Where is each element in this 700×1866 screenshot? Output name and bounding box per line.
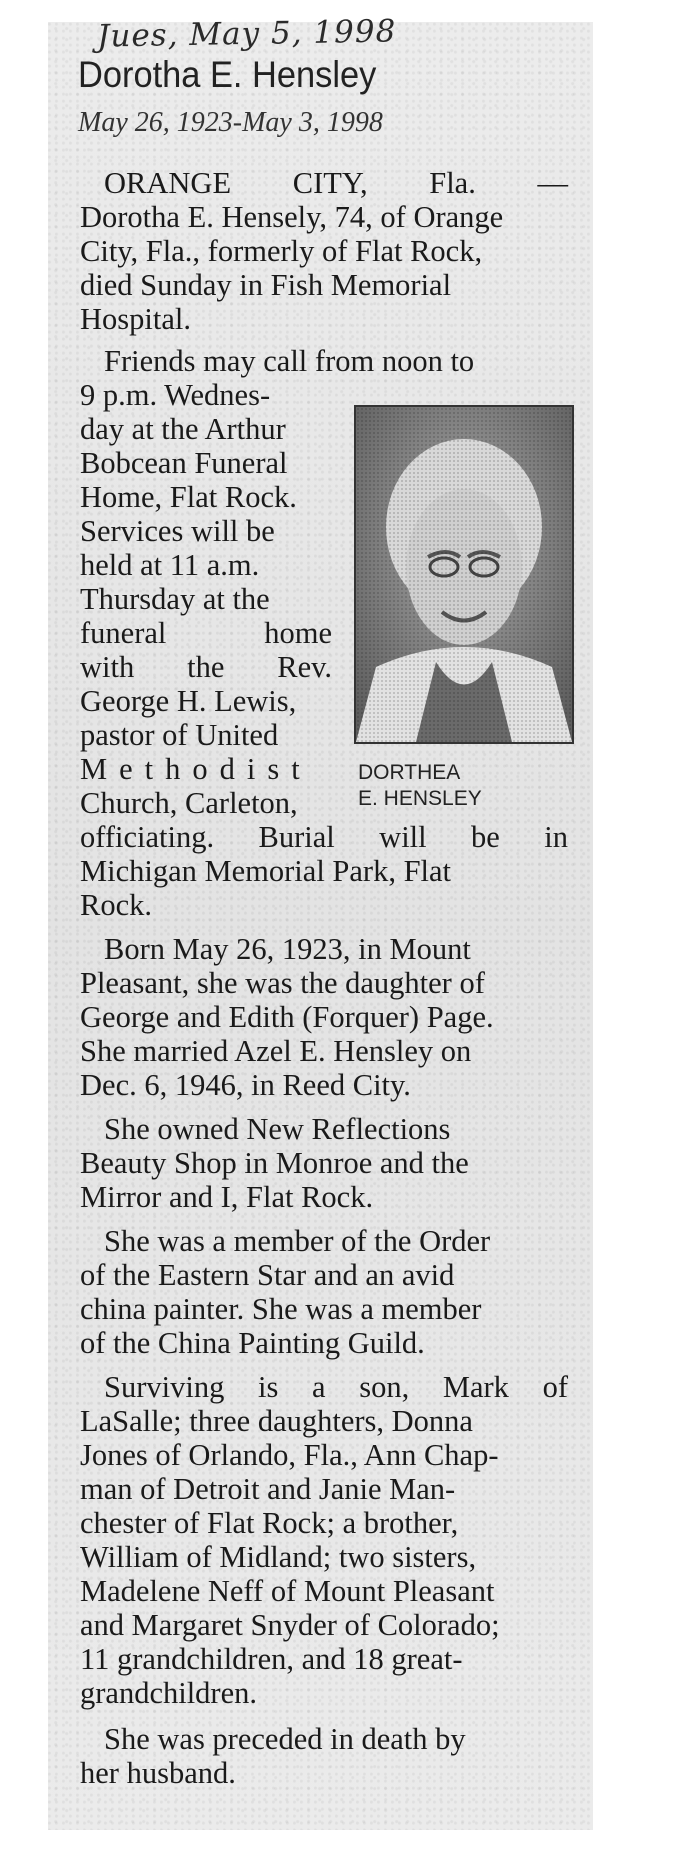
body-text-line: Pleasant, she was the daughter of	[80, 966, 485, 1000]
body-text-line: Rock.	[80, 888, 153, 922]
body-text-line: held at 11 a.m.	[80, 548, 260, 582]
life-dates: May 26, 1923-May 3, 1998	[78, 107, 383, 138]
body-text-line: Jones of Orlando, Fla., Ann Chap-	[80, 1438, 499, 1472]
body-text-line: Church, Carleton,	[80, 786, 298, 820]
body-text-line: Bobcean Funeral	[80, 446, 288, 480]
caption-line: DORTHEA	[358, 761, 461, 784]
body-text-line: china painter. She was a member	[80, 1292, 482, 1326]
body-text-line: Hospital.	[80, 302, 191, 336]
portrait-photo	[354, 405, 574, 744]
body-text-line: day at the Arthur	[80, 412, 286, 446]
body-text-line: of the Eastern Star and an avid	[80, 1258, 455, 1292]
body-text-line: Surviving is a son, Mark of	[104, 1370, 568, 1404]
body-text-line: George and Edith (Forquer) Page.	[80, 1000, 494, 1034]
body-text-line: She was a member of the Order	[104, 1224, 491, 1258]
body-text-line: her husband.	[80, 1756, 236, 1790]
body-text-line: Dorotha E. Hensely, 74, of Orange	[80, 200, 504, 234]
body-text-line: died Sunday in Fish Memorial	[80, 268, 452, 302]
obituary-headline: Dorotha E. Hensley	[78, 54, 377, 95]
body-text-line: She owned New Reflections	[104, 1112, 451, 1146]
caption-line: E. HENSLEY	[358, 787, 482, 810]
body-text-line: Michigan Memorial Park, Flat	[80, 854, 452, 888]
body-text-line: Methodist	[80, 752, 312, 786]
body-text-line: Services will be	[80, 514, 275, 548]
handwritten-date-annotation: Jues, May 5, 1998	[96, 13, 397, 55]
body-text-line: William of Midland; two sisters,	[80, 1540, 477, 1574]
photo-caption	[358, 760, 482, 812]
body-text-line: funeral home	[80, 616, 332, 650]
body-text-line: officiating. Burial will be in	[80, 820, 568, 854]
body-text-line: She was preceded in death by	[104, 1722, 466, 1756]
body-text-line: Mirror and I, Flat Rock.	[80, 1180, 374, 1214]
body-text-line: ORANGE CITY, Fla. —	[104, 166, 568, 200]
body-text-line: Friends may call from noon to	[104, 344, 475, 378]
body-text-line: with the Rev.	[80, 650, 332, 684]
portrait-image	[356, 407, 572, 742]
body-text-line: Home, Flat Rock.	[80, 480, 297, 514]
body-text-line: Madelene Neff of Mount Pleasant	[80, 1574, 495, 1608]
body-text-line: City, Fla., formerly of Flat Rock,	[80, 234, 483, 268]
body-text-line: George H. Lewis,	[80, 684, 297, 718]
body-text-line: and Margaret Snyder of Colorado;	[80, 1608, 500, 1642]
body-text-line: Beauty Shop in Monroe and the	[80, 1146, 469, 1180]
body-text-line: of the China Painting Guild.	[80, 1326, 425, 1360]
body-text-line: man of Detroit and Janie Man-	[80, 1472, 456, 1506]
body-text-line: 11 grandchildren, and 18 great-	[80, 1642, 463, 1676]
body-text-line: pastor of United	[80, 718, 279, 752]
body-text-line: She married Azel E. Hensley on	[80, 1034, 472, 1068]
body-text-line: chester of Flat Rock; a brother,	[80, 1506, 459, 1540]
body-text-line: Dec. 6, 1946, in Reed City.	[80, 1068, 411, 1102]
body-text-line: Born May 26, 1923, in Mount	[104, 932, 471, 966]
body-text-line: Thursday at the	[80, 582, 270, 616]
body-text-line: 9 p.m. Wednes-	[80, 378, 271, 412]
body-text-line: grandchildren.	[80, 1676, 257, 1710]
body-text-line: LaSalle; three daughters, Donna	[80, 1404, 473, 1438]
